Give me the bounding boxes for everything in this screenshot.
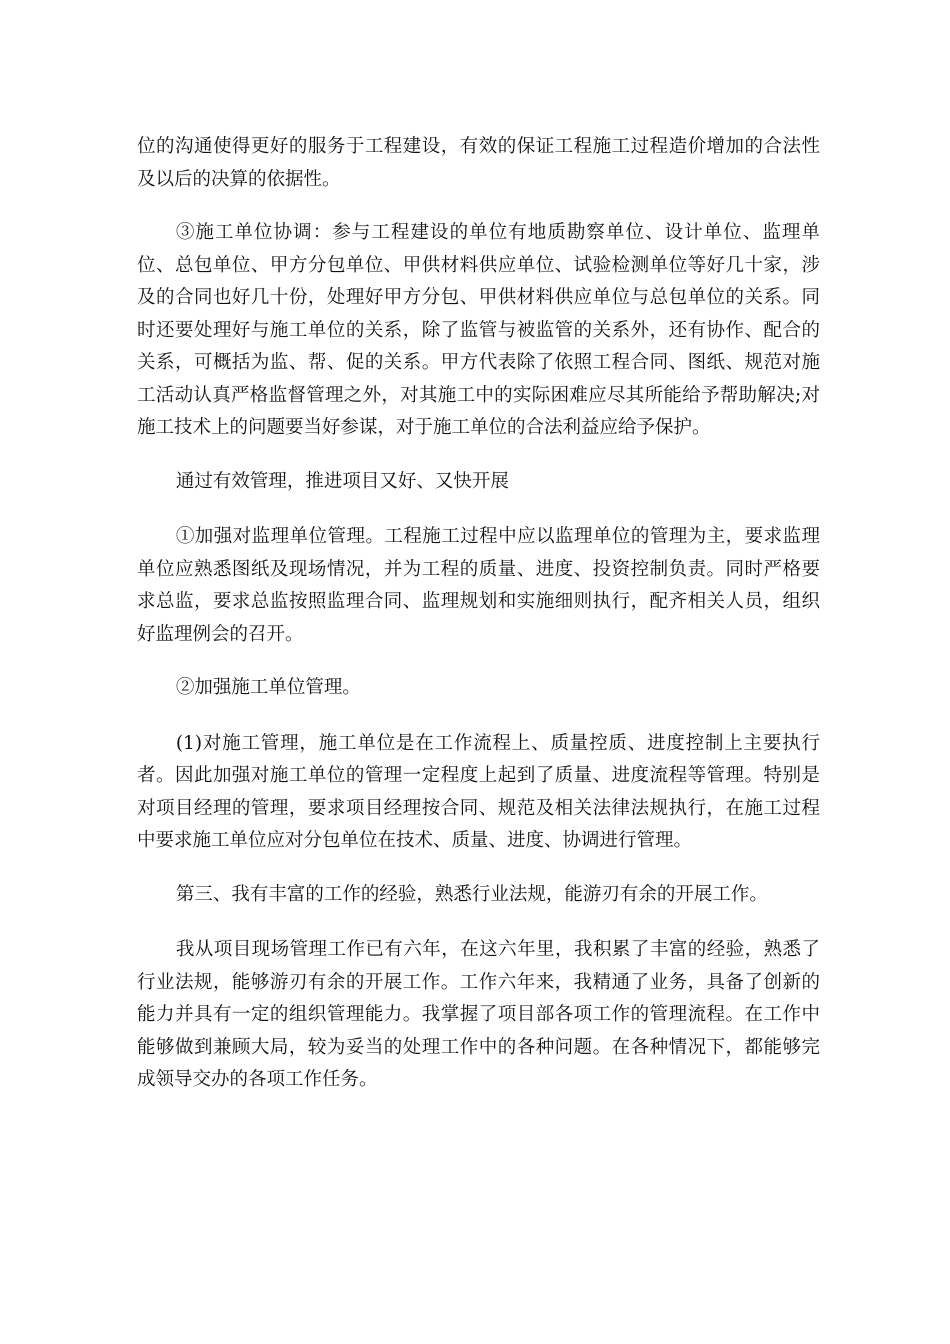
paragraph-third-point-heading: 第三、我有丰富的工作的经验，熟悉行业法规，能游刃有余的开展工作。 [175, 883, 768, 905]
paragraph-construction-unit-coordination: ③施工单位协调：参与工程建设的单位有地质勘察单位、设计单位、监理单位、总包单位、甲方分包单位、甲供材料供应单位、试验检测单位等好几十家，涉及的合同也好几十份，处理好甲方分包、甲供材料供应单位与总包单位的关系。同时还要处理好与施工单位的关系，除了监管与被监管的关系外，还有协作、配合的关系，可概括为监、帮、促的关系。甲方代表除了依照工程合同、图纸、规范对施工活动认真严格监督管理之外，对其施工中的实际困难应尽其所能给予帮助解决;对施工技术上的问题要当好参谋，对于施工单位的合法利益应给予保护。 [137, 222, 820, 438]
paragraph-construction-unit-management-heading: ②加强施工单位管理。 [175, 677, 361, 698]
paragraph-experience-summary: 我从项目现场管理工作已有六年，在这六年里，我积累了丰富的经验，熟悉了行业法规，能够游刃有余的开展工作。工作六年来，我精通了业务，具备了创新的能力并具有一定的组织管理能力。我掌握了项目部各项工作的管理流程。在工作中能够做到兼顾大局，较为妥当的处理工作中的各种问题。在各种情况下，都能够完成领导交办的各项工作任务。 [137, 939, 820, 1090]
paragraph-communication-continuation: 位的沟通使得更好的服务于工程建设，有效的保证工程施工过程造价增加的合法性及以后的决算的依据性。 [137, 136, 820, 190]
paragraph-construction-management-detail: (1)对施工管理，施工单位是在工作流程上、质量控质、进度控制上主要执行者。因此加强对施工单位的管理一定程度上起到了质量、进度流程等管理。特别是对项目经理的管理，要求项目经理按合同、规范及相关法律法规执行，在施工过程中要求施工单位应对分包单位在技术、质量、进度、协调进行管理。 [137, 732, 820, 851]
document-page [137, 131, 820, 1118]
paragraph-effective-management-heading: 通过有效管理，推进项目又好、又快开展 [175, 470, 509, 492]
paragraph-supervision-unit-management: ①加强对监理单位管理。工程施工过程中应以监理单位的管理为主，要求监理单位应熟悉图纸及现场情况，并为工程的质量、进度、投资控制负责。同时严格要求总监，要求总监按照监理合同、监理规划和实施细则执行，配齐相关人员，组织好监理例会的召开。 [137, 526, 820, 645]
